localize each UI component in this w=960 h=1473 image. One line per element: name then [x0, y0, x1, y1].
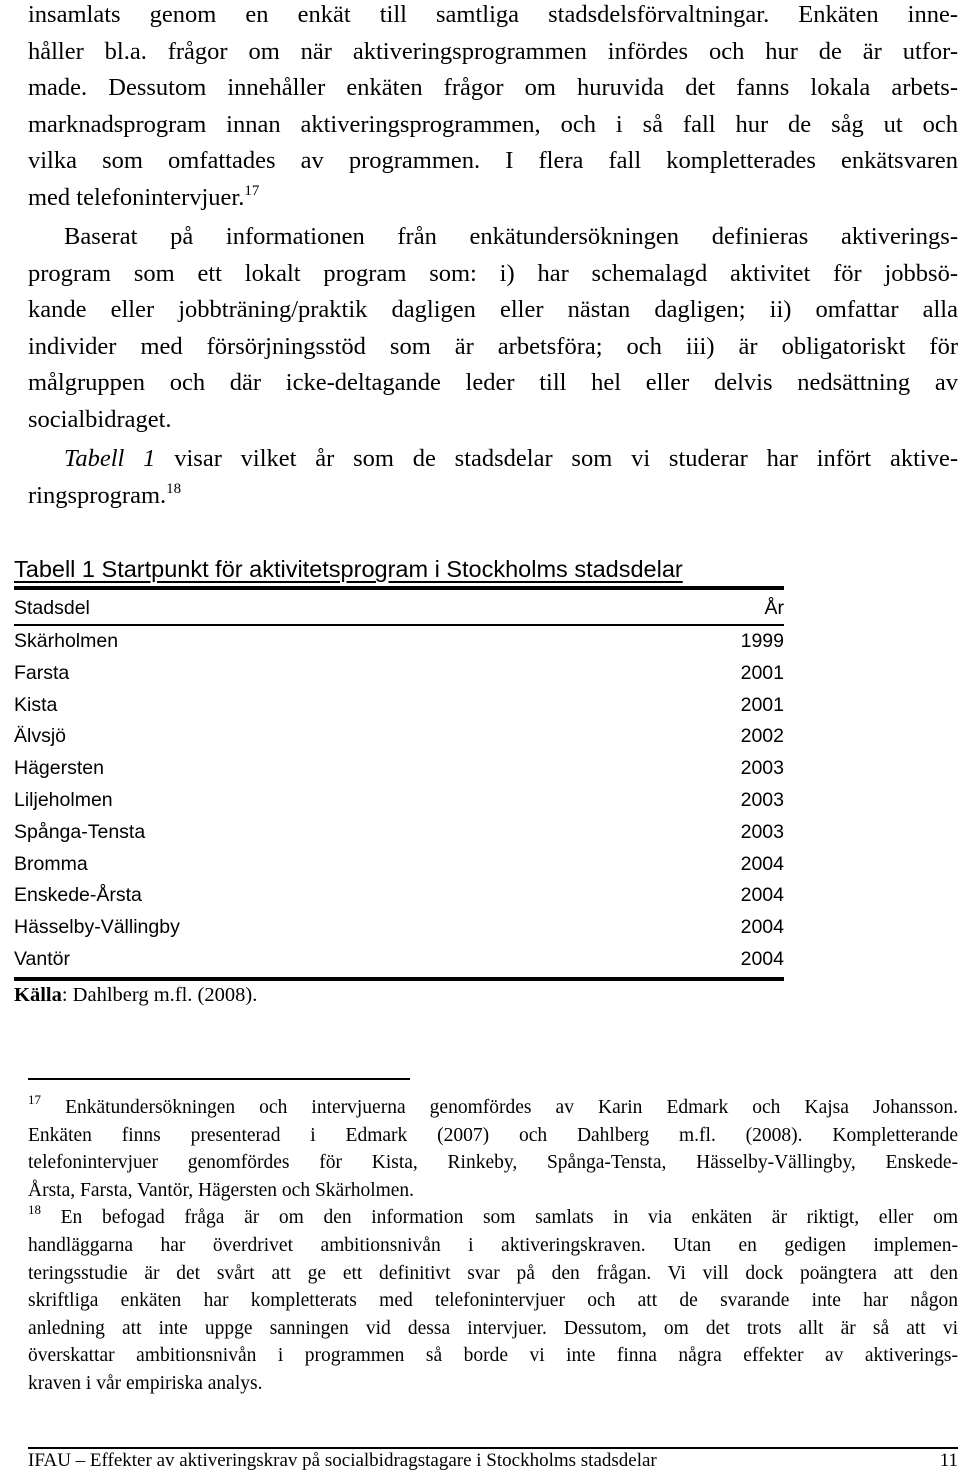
paragraph-survey [28, 0, 958, 217]
cell-ar: 2003 [740, 820, 784, 843]
table-caption: Tabell 1 Startpunkt för aktivitetsprogram i Stockholms stadsdelar [14, 556, 683, 582]
cell-ar: 2003 [740, 757, 784, 780]
cell-ar: 2001 [740, 693, 784, 716]
cell-stadsdel: Bromma [14, 852, 88, 875]
cell-stadsdel: Hässelby-Vällingby [14, 916, 180, 939]
footnotes [28, 1094, 958, 1398]
source-label: Källa [14, 984, 62, 1006]
para2-line5: målgruppen och där icke-deltagande leder till hel eller delvis nedsättning av [28, 369, 958, 397]
table-row [14, 944, 784, 976]
table-row [14, 626, 784, 658]
table-row [14, 849, 784, 881]
fn18-line5: anledning att inte uppge sanningen vid dessa intervjuer. Dessutom, om det trots allt är så att vi [28, 1317, 958, 1339]
cell-stadsdel: Enskede-Årsta [14, 884, 142, 907]
para1-line1: insamlats genom en enkät till samtliga stadsdelsförvaltningar. Enkäten inne- [28, 1, 958, 28]
cell-stadsdel: Spånga-Tensta [14, 820, 146, 843]
table-startpunkt [14, 553, 784, 981]
para1-line3: made. Dessutom innehåller enkäten frågor om huruvida det fanns lokala arbets- [28, 74, 958, 102]
source-text: : Dahlberg m.fl. (2008). [61, 984, 258, 1006]
fn17-number: 17 [28, 1092, 41, 1107]
paragraph-definition [28, 219, 958, 439]
cell-stadsdel: Farsta [14, 661, 70, 684]
header-ar: År [764, 597, 784, 619]
table-row [14, 912, 784, 944]
para3-line2-wrap [28, 478, 958, 515]
table-source [14, 984, 257, 1007]
cell-ar: 2004 [740, 916, 784, 939]
table-header-row [14, 592, 784, 624]
table-row [14, 785, 784, 817]
para1-line4: marknadsprogram innan aktiveringsprogrammen, och i så fall hur de såg ut och [28, 110, 958, 138]
footer-title: IFAU – Effekter av aktiveringskrav på socialbidragstagare i Stockholms stadsdelar [28, 1450, 657, 1471]
fn18-line1-wrap [28, 1204, 958, 1232]
fn17-line1-wrap [28, 1094, 958, 1122]
page-footer [28, 1449, 958, 1473]
footnote-18 [28, 1204, 958, 1397]
table-body [14, 626, 784, 976]
para1-line6-wrap [28, 180, 958, 217]
para2-line6: socialbidraget. [28, 405, 172, 433]
cell-stadsdel: Hägersten [14, 757, 104, 780]
cell-stadsdel: Skärholmen [14, 630, 119, 652]
table-row [14, 658, 784, 690]
cell-stadsdel: Vantör [14, 947, 71, 970]
footnote-17 [28, 1094, 958, 1204]
para1-line6: med telefonintervjuer. [28, 183, 245, 211]
header-stadsdel: Stadsdel [14, 597, 90, 619]
cell-ar: 2004 [740, 947, 784, 970]
paragraph-table-ref [28, 441, 958, 514]
table-row [14, 721, 784, 753]
fn18-line6: överskattar ambitionsnivån i programmen så borde vi inte finna några effekter av aktiverings- [28, 1345, 958, 1367]
table-row [14, 880, 784, 912]
cell-ar: 2002 [740, 725, 784, 748]
fn17-line3: telefonintervjuer genomfördes för Kista, Rinkeby, Spånga-Tensta, Hässelby-Vällingby, Enskede- [28, 1152, 958, 1174]
cell-stadsdel: Liljeholmen [14, 788, 113, 811]
para2-line1: Baserat på informationen från enkätundersökningen definieras aktiverings- [64, 223, 958, 250]
cell-ar: 2003 [740, 788, 784, 811]
fn17-line1: Enkätundersökningen och intervjuerna genomfördes av Karin Edmark och Kajsa Johansson. [41, 1097, 958, 1118]
fn18-line3: teringsstudie är det svårt att ge ett definitivt svar på den frågan. Vi vill dock poängtera att den [28, 1262, 958, 1284]
fn18-line7: kraven i vår empiriska analys. [28, 1372, 263, 1394]
para2-line3: kande eller jobbträning/praktik dagligen eller nästan dagligen; ii) omfattar alla [28, 296, 958, 324]
cell-ar: 2001 [740, 661, 784, 684]
fn18-line4: skriftliga enkäten har kompletterats med telefonintervjuer och att de svarande inte har någon [28, 1290, 958, 1312]
table-row [14, 753, 784, 785]
fn18-line1: En befogad fråga är om den information som samlats in via enkäten är riktigt, eller om [41, 1207, 958, 1229]
cell-stadsdel: Kista [14, 693, 58, 716]
cell-ar: 2004 [740, 852, 784, 875]
fn17-line4: Årsta, Farsta, Vantör, Hägersten och Skärholmen. [28, 1179, 415, 1201]
para3-line2: ringsprogram. [28, 481, 167, 509]
table-reference: Tabell 1 [64, 445, 156, 472]
para2-line2: program som ett lokalt program som: i) har schemalagd aktivitet för jobbsö- [28, 259, 958, 287]
para3-line1-wrap [28, 441, 958, 478]
cell-stadsdel: Älvsjö [14, 725, 67, 748]
fn18-line2: handläggarna har överdrivet ambitionsnivån i aktiveringskraven. Utan en gedigen implemen- [28, 1234, 958, 1256]
table-bottom-rule [14, 977, 784, 981]
para1-line5: vilka som omfattades av programmen. I flera fall kompletterades enkätsvaren [28, 147, 958, 175]
fn17-line2: Enkäten finns presenterad i Edmark (2007) och Dahlberg m.fl. (2008). Kompletterande [28, 1124, 958, 1146]
cell-ar: 2004 [740, 884, 784, 907]
table-row [14, 817, 784, 849]
page-number: 11 [939, 1450, 958, 1471]
para3-line1: visar vilket år som de stadsdelar som vi studerar har infört aktive- [155, 445, 958, 472]
footnote-separator [28, 1078, 410, 1080]
cell-ar: 1999 [740, 630, 784, 652]
para1-line2: håller bl.a. frågor om när aktiveringsprogrammen infördes och hur de är utfor- [28, 37, 958, 65]
footnote-ref-18[interactable]: 18 [166, 480, 182, 497]
para2-line4: individer med försörjningsstöd som är arbetsföra; och iii) är obligatoriskt för [28, 332, 958, 360]
table-row [14, 690, 784, 722]
table-top-rule [14, 586, 784, 590]
footnote-ref-17[interactable]: 17 [244, 182, 260, 199]
fn18-number: 18 [28, 1202, 41, 1218]
